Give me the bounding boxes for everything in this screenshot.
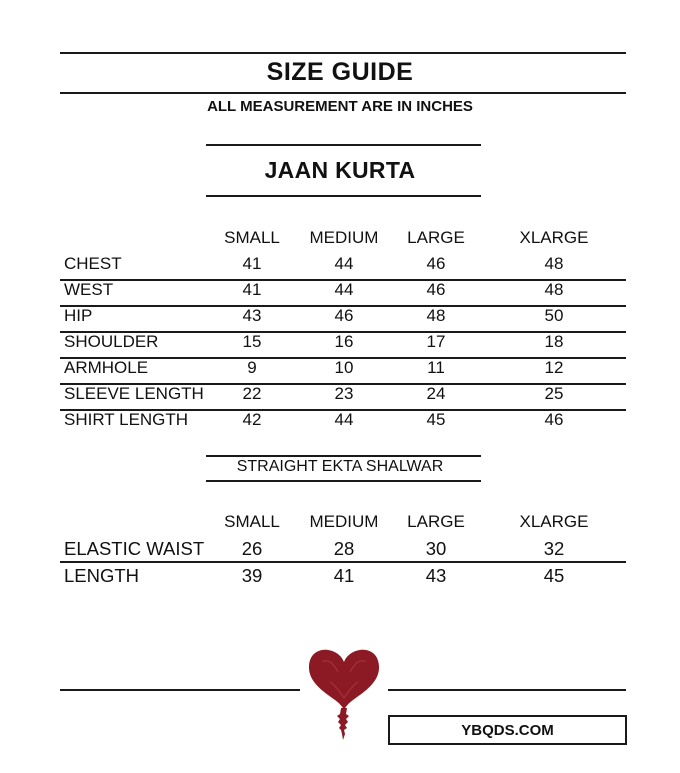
table-row	[64, 254, 626, 278]
cell-value: 45	[543, 565, 565, 586]
cell-value: 43	[242, 306, 262, 325]
top-rule	[60, 52, 626, 54]
kurta-rule-bottom	[206, 195, 481, 197]
row-label: HIP	[64, 306, 93, 325]
cell-value: 10	[334, 358, 354, 377]
cell-value: 26	[241, 538, 263, 559]
table-row	[64, 332, 626, 356]
cell-value: 48	[426, 306, 446, 325]
cell-value: 24	[426, 384, 446, 403]
table-row	[64, 538, 626, 562]
column-header: SMALL	[224, 228, 280, 247]
row-label: ELASTIC WAIST	[64, 538, 205, 559]
kurta-header-row	[64, 228, 626, 252]
row-label: WEST	[64, 280, 114, 299]
cell-value: 11	[427, 358, 445, 377]
table-row	[64, 358, 626, 382]
row-label: SHIRT LENGTH	[64, 410, 189, 429]
cell-value: 48	[544, 254, 564, 273]
page-subtitle: ALL MEASUREMENT ARE IN INCHES	[207, 98, 473, 115]
row-divider	[60, 561, 626, 563]
cell-value: 44	[334, 280, 354, 299]
cell-value: 25	[544, 384, 564, 403]
row-label: SLEEVE LENGTH	[64, 384, 204, 403]
cell-value: 46	[426, 254, 446, 273]
cell-value: 45	[426, 410, 446, 429]
row-label: ARMHOLE	[64, 358, 149, 377]
column-header: SMALL	[224, 512, 280, 531]
footer-rule-right	[388, 689, 626, 691]
website-link[interactable]: YBQDS.COM	[388, 715, 627, 745]
row-label: CHEST	[64, 254, 122, 273]
cell-value: 39	[241, 565, 263, 586]
cell-value: 18	[544, 332, 564, 351]
cell-value: 46	[544, 410, 564, 429]
cell-value: 42	[242, 410, 262, 429]
table-row	[64, 280, 626, 304]
cell-value: 9	[247, 358, 257, 377]
table-row	[64, 384, 626, 408]
cell-value: 44	[334, 410, 354, 429]
cell-value: 41	[333, 565, 355, 586]
cell-value: 22	[242, 384, 262, 403]
shalwar-rule-top	[206, 455, 481, 457]
cell-value: 30	[425, 538, 447, 559]
cell-value: 16	[334, 332, 354, 351]
footer-rule-left	[60, 689, 300, 691]
cell-value: 46	[334, 306, 354, 325]
cell-value: 12	[544, 358, 564, 377]
cell-value: 28	[333, 538, 355, 559]
column-header: MEDIUM	[309, 228, 379, 247]
table-row	[64, 410, 626, 434]
shalwar-rule-bottom	[206, 480, 481, 482]
cell-value: 32	[543, 538, 565, 559]
cell-value: 15	[242, 332, 262, 351]
cell-value: 17	[426, 332, 446, 351]
column-header: XLARGE	[519, 228, 589, 247]
kurta-rule-top	[206, 144, 481, 146]
column-header: XLARGE	[519, 512, 589, 531]
title-rule	[60, 92, 626, 94]
column-header: MEDIUM	[309, 512, 379, 531]
cell-value: 44	[334, 254, 354, 273]
cell-value: 48	[544, 280, 564, 299]
cell-value: 46	[426, 280, 446, 299]
heart-logo-icon	[302, 642, 386, 746]
shalwar-header-row	[64, 512, 626, 536]
cell-value: 41	[242, 254, 262, 273]
table-row	[64, 306, 626, 330]
column-header: LARGE	[407, 512, 465, 531]
table-row	[64, 565, 626, 589]
cell-value: 50	[544, 306, 564, 325]
column-header: LARGE	[407, 228, 465, 247]
shalwar-title: STRAIGHT EKTA SHALWAR	[236, 458, 444, 475]
row-label: LENGTH	[64, 565, 140, 586]
cell-value: 41	[242, 280, 262, 299]
page-title: SIZE GUIDE	[266, 58, 414, 86]
cell-value: 43	[425, 565, 447, 586]
row-label: SHOULDER	[64, 332, 159, 351]
kurta-title: JAAN KURTA	[264, 157, 416, 183]
cell-value: 23	[334, 384, 354, 403]
